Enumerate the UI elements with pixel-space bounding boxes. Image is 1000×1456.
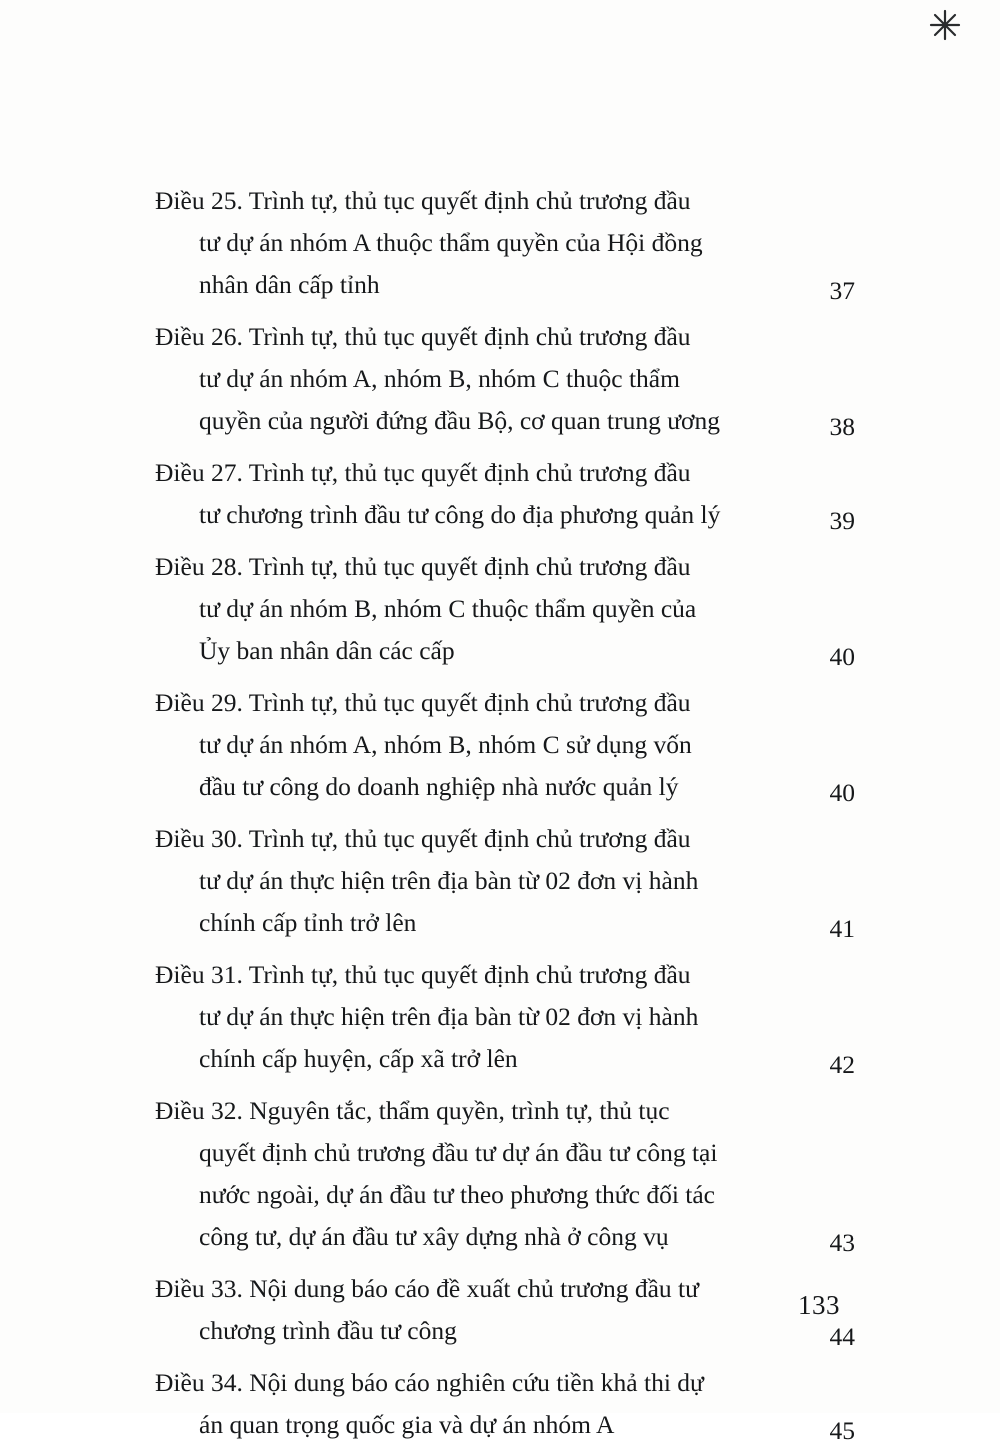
toc-page-number: 37 bbox=[829, 276, 855, 305]
toc-entry-label: Điều 30. bbox=[155, 824, 243, 853]
toc-entry-text: tư dự án nhóm A, nhóm B, nhóm C sử dụng vốn bbox=[199, 730, 692, 759]
toc-entry-text: án quan trọng quốc gia và dự án nhóm A bbox=[199, 1410, 615, 1439]
toc-entry[interactable] bbox=[155, 316, 855, 442]
toc-page-number: 41 bbox=[829, 914, 855, 943]
toc-entry-text: Nguyên tắc, thẩm quyền, trình tự, thủ tục bbox=[249, 1096, 670, 1125]
toc-page-number: 39 bbox=[829, 506, 855, 535]
toc-entry-text: tư dự án nhóm A, nhóm B, nhóm C thuộc thẩm bbox=[199, 364, 680, 393]
asterisk-ornament-icon bbox=[928, 8, 962, 42]
toc-page-number: 42 bbox=[829, 1050, 855, 1079]
toc-page-number: 40 bbox=[829, 642, 855, 671]
toc-entry-text: chương trình đầu tư công bbox=[199, 1316, 457, 1345]
toc-entry[interactable] bbox=[155, 1090, 855, 1258]
toc-entry-text: Nội dung báo cáo đề xuất chủ trương đầu tư bbox=[249, 1274, 699, 1303]
toc-entry-label: Điều 33. bbox=[155, 1274, 243, 1303]
toc-entry[interactable] bbox=[155, 180, 855, 306]
toc-entry-label: Điều 28. bbox=[155, 552, 243, 581]
toc-entry-label: Điều 27. bbox=[155, 458, 243, 487]
toc-page-number: 38 bbox=[829, 412, 855, 441]
toc-entry-text: nhân dân cấp tỉnh bbox=[199, 270, 380, 299]
toc-page-number: 40 bbox=[829, 778, 855, 807]
page-folio-number: 133 bbox=[798, 1290, 840, 1320]
toc-entry-label: Điều 32. bbox=[155, 1096, 243, 1125]
toc-entry-text: Trình tự, thủ tục quyết định chủ trương đầu bbox=[248, 688, 691, 717]
toc-entry-label: Điều 31. bbox=[155, 960, 243, 989]
toc-entry[interactable] bbox=[155, 1268, 855, 1352]
toc-entry-text: chính cấp huyện, cấp xã trở lên bbox=[199, 1044, 518, 1073]
toc-entry-text: Trình tự, thủ tục quyết định chủ trương đầu bbox=[248, 824, 691, 853]
toc-entry-text: Ủy ban nhân dân các cấp bbox=[199, 636, 455, 665]
toc-entry-text: Trình tự, thủ tục quyết định chủ trương đầu bbox=[248, 322, 691, 351]
toc-entry-label: Điều 26. bbox=[155, 322, 243, 351]
table-of-contents bbox=[155, 180, 855, 1456]
toc-entry-text: Trình tự, thủ tục quyết định chủ trương đầu bbox=[248, 960, 691, 989]
toc-entry-text: đầu tư công do doanh nghiệp nhà nước quản lý bbox=[199, 772, 679, 801]
toc-entry-text: tư dự án nhóm A thuộc thẩm quyền của Hội đồng bbox=[199, 228, 703, 257]
toc-entry-label: Điều 34. bbox=[155, 1368, 243, 1397]
toc-entry-text: Nội dung báo cáo nghiên cứu tiền khả thi dự bbox=[249, 1368, 704, 1397]
toc-entry-text: quyền của người đứng đầu Bộ, cơ quan trung ương bbox=[199, 406, 720, 435]
toc-entry-label: Điều 25. bbox=[155, 186, 243, 215]
toc-entry[interactable] bbox=[155, 546, 855, 672]
toc-entry[interactable] bbox=[155, 818, 855, 944]
toc-entry-text: Trình tự, thủ tục quyết định chủ trương đầu bbox=[248, 458, 691, 487]
toc-entry[interactable] bbox=[155, 1362, 855, 1446]
toc-entry-text: nước ngoài, dự án đầu tư theo phương thức đối tác bbox=[199, 1180, 716, 1209]
toc-page-number: 45 bbox=[829, 1416, 855, 1445]
toc-entry-text: chính cấp tỉnh trở lên bbox=[199, 908, 417, 937]
toc-entry-text: Trình tự, thủ tục quyết định chủ trương đầu bbox=[248, 186, 691, 215]
toc-entry[interactable] bbox=[155, 452, 855, 536]
toc-entry-text: Trình tự, thủ tục quyết định chủ trương đầu bbox=[248, 552, 691, 581]
toc-entry[interactable] bbox=[155, 682, 855, 808]
toc-entry-label: Điều 29. bbox=[155, 688, 243, 717]
toc-page-number: 43 bbox=[829, 1228, 855, 1257]
toc-entry-text: quyết định chủ trương đầu tư dự án đầu tư công tại bbox=[199, 1138, 718, 1167]
toc-entry-text: tư chương trình đầu tư công do địa phương quản lý bbox=[199, 500, 721, 529]
toc-entry[interactable] bbox=[155, 954, 855, 1080]
toc-entry-text: tư dự án nhóm B, nhóm C thuộc thẩm quyền của bbox=[199, 594, 697, 623]
toc-entry-text: tư dự án thực hiện trên địa bàn từ 02 đơn vị hành bbox=[199, 1002, 699, 1031]
toc-page-number: 44 bbox=[829, 1322, 855, 1351]
toc-entry-text: công tư, dự án đầu tư xây dựng nhà ở công vụ bbox=[199, 1222, 669, 1251]
toc-entry-text: tư dự án thực hiện trên địa bàn từ 02 đơn vị hành bbox=[199, 866, 699, 895]
